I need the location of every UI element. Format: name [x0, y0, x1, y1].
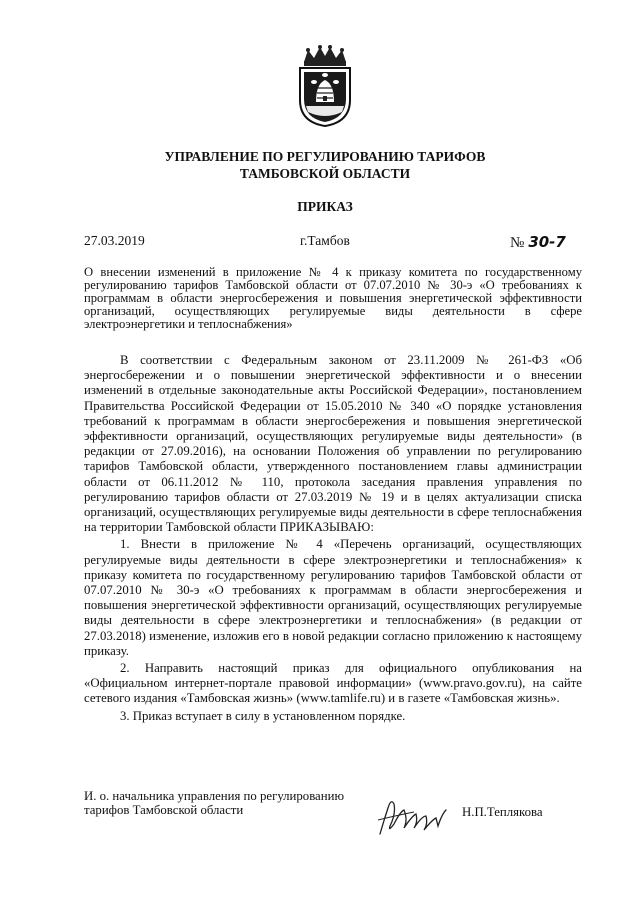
organization-title-line2: ТАМБОВСКОЙ ОБЛАСТИ: [239, 166, 411, 181]
handwritten-signature-icon: [374, 790, 454, 840]
tambov-coat-of-arms-icon: [294, 44, 356, 128]
organization-title: [90, 148, 560, 182]
document-city: г.Тамбов: [300, 233, 350, 248]
signer-name: Н.П.Теплякова: [462, 805, 543, 819]
order-item-1: 1. Внести в приложение № 4 «Перечень организаций, осуществляющих регулируемые виды деятельности в сфере электроэнергетики и теплоснабжения» к приказу комитета по государственному регулированию тарифов Тамбовской области от 07.07.2010 № 30-э «О требованиях к программам в области энергосбережения и повышения энергетической эффективности организаций, осуществляющих регулируемые виды деятельности в сфере электроэнергетики и теплоснабжения» (в редакции от 27.03.2018) изменение, изложив его в новой редакции согласно приложению к настоящему приказу.: [84, 537, 582, 658]
document-number: [510, 233, 566, 252]
document-body: [84, 353, 582, 724]
handwritten-number: 30-7: [528, 233, 566, 251]
document-type: ПРИКАЗ: [297, 199, 353, 214]
organization-title-line1: УПРАВЛЕНИЕ ПО РЕГУЛИРОВАНИЮ ТАРИФОВ: [164, 149, 486, 164]
order-item-2: 2. Направить настоящий приказ для официального опубликования на «Официальном интернет-портале правовой информации» (www.pravo.gov.ru), на сайте сетевого издания «Тамбовская жизнь» (www.tamlife.ru) и в газете «Тамбовская жизнь».: [84, 661, 582, 706]
number-sign: №: [510, 235, 525, 251]
document-date: 27.03.2019: [84, 233, 145, 248]
signer-position-line1: И. о. начальника управления по регулированию: [84, 789, 344, 803]
preamble-paragraph: В соответствии с Федеральным законом от 23.11.2009 № 261-ФЗ «Об энергосбережении и о повышении энергетической эффективности и о внесении изменений в отдельные законодательные акты Российской Федерации», постановлением Правительства Российской Федерации от 15.05.2010 № 340 «О порядке установления требований к программам в области энергосбережения и повышения энергетической эффективности организаций, осуществляющих регулируемые виды деятельности» (в редакции от 27.09.2016), на основании Положения об управлении по регулированию тарифов Тамбовской области, утвержденного постановлением главы администрации области от 06.11.2012 № 110, протокола заседания правления управления по регулированию тарифов области от 27.03.2019 № 19 и в целях актуализации списка организаций, осуществляющих регулируемые виды деятельности в сфере теплоснабжения на территории Тамбовской области ПРИКАЗЫВАЮ:: [84, 353, 582, 535]
signer-position: [84, 789, 384, 817]
document-subject: О внесении изменений в приложение № 4 к приказу комитета по государственному регулированию тарифов Тамбовской области от 07.07.2010 № 30-э «О требованиях к программам в области энергосбережения и повышения энергетической эффективности организаций, осуществляющих регулируемые виды деятельности в сфере электроэнергетики и теплоснабжения»: [84, 265, 582, 331]
order-item-3: 3. Приказ вступает в силу в установленном порядке.: [120, 708, 406, 723]
signer-position-line2: тарифов Тамбовской области: [84, 803, 244, 817]
